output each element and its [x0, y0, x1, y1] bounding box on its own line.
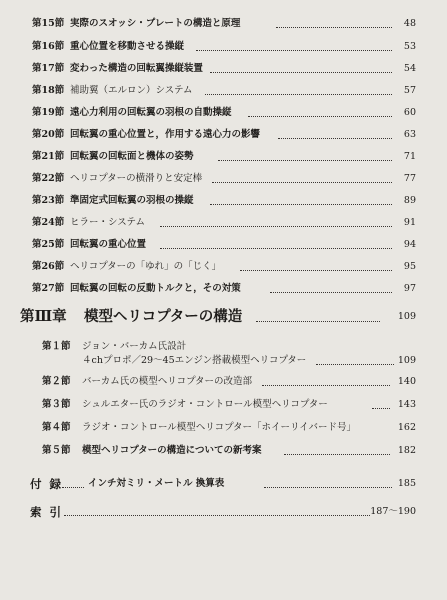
dot-leader [264, 487, 392, 488]
section-title: 回転翼の重心位置 [70, 239, 147, 250]
section-number: 第23節 [32, 195, 65, 206]
page-number: 187〜190 [370, 506, 416, 517]
toc-entry [0, 281, 447, 297]
toc-entry [0, 443, 447, 459]
chapter-entry [0, 306, 447, 328]
dot-leader [316, 364, 394, 365]
page-number: 63 [403, 129, 416, 140]
page-number: 60 [403, 107, 416, 118]
toc-entry [0, 420, 447, 436]
appendix-title: インチ対ミリ・メートル 換算表 [88, 478, 225, 489]
toc-entry [0, 215, 447, 231]
section-number: 第１節 [42, 341, 71, 352]
section-title: 模型ヘリコプターの構造についての新考案 [82, 445, 262, 456]
page-number: 94 [403, 239, 416, 250]
page-number: 95 [403, 261, 416, 272]
section-number: 第20節 [32, 129, 65, 140]
section-number: 第25節 [32, 239, 65, 250]
section-number: 第24節 [32, 217, 65, 228]
section-number: 第21節 [32, 151, 65, 162]
section-title: 変わった構造の回転翼操縦装置 [70, 63, 203, 74]
section-title: ジョン・バーカム氏設計 [82, 341, 187, 352]
page-number: 54 [403, 63, 416, 74]
toc-entry [0, 149, 447, 165]
section-title: 遠心力利用の回転翼の羽根の自動操縦 [70, 107, 232, 118]
section-title: バーカム氏の模型ヘリコプターの改造部 [82, 376, 252, 387]
page-number: 57 [403, 85, 416, 96]
dot-leader [210, 72, 392, 73]
dot-leader [160, 248, 392, 249]
section-number: 第３節 [42, 399, 71, 410]
toc-entry-continued [0, 353, 447, 369]
dot-leader [196, 50, 392, 51]
dot-leader [248, 116, 392, 117]
appendix-entry [0, 476, 447, 492]
section-title: 回転翼の回転の反動トルクと，その対策 [70, 283, 241, 294]
section-title: 回転翼の重心位置と，作用する遠心力の影響 [70, 129, 261, 140]
section-title: 準固定式回転翼の羽根の操縦 [70, 195, 194, 206]
page-number: 182 [397, 445, 416, 456]
appendix-label: 付録 [30, 477, 69, 491]
dot-leader [262, 385, 390, 386]
dot-leader [212, 182, 392, 183]
dot-leader [276, 27, 392, 28]
dot-leader [270, 292, 392, 293]
section-title: ヒラー・システム [70, 217, 146, 228]
section-title: 回転翼の回転面と機体の姿勢 [70, 151, 194, 162]
section-number: 第19節 [32, 107, 65, 118]
page-number: 89 [403, 195, 416, 206]
section-number: 第18節 [32, 85, 65, 96]
page-number: 53 [403, 41, 416, 52]
dot-leader [62, 487, 84, 488]
section-number: 第５節 [42, 445, 71, 456]
toc-entry [0, 259, 447, 275]
section-title: ヘリコプターの横滑りと安定棒 [70, 173, 203, 184]
dot-leader [256, 321, 380, 322]
section-number: 第４節 [42, 422, 71, 433]
dot-leader [205, 94, 392, 95]
section-number: 第16節 [32, 41, 65, 52]
dot-leader [278, 138, 392, 139]
index-entry [0, 504, 447, 520]
toc-entry [0, 83, 447, 99]
page-number: 71 [403, 151, 416, 162]
page-number: 140 [397, 376, 416, 387]
page-number: 162 [397, 422, 416, 433]
section-title: 重心位置を移動させる操縦 [70, 41, 185, 52]
toc-entry [0, 193, 447, 209]
section-title: シュルエター氏のラジオ・コントロール模型ヘリコプター [82, 399, 328, 410]
section-number: 第26節 [32, 261, 65, 272]
page-number: 97 [403, 283, 416, 294]
toc-entry [0, 39, 447, 55]
dot-leader [218, 160, 392, 161]
index-label: 索引 [30, 505, 69, 519]
toc-entry [0, 105, 447, 121]
section-title: 実際のスオッシ・プレートの構造と原理 [70, 18, 241, 29]
page-number: 109 [397, 311, 416, 322]
section-number: 第17節 [32, 63, 65, 74]
page-number: 143 [397, 399, 416, 410]
section-number: 第15節 [32, 18, 65, 29]
dot-leader [372, 408, 390, 409]
dot-leader [240, 270, 392, 271]
section-title: 補助翼（エルロン）システム [70, 85, 193, 96]
page-number: 91 [403, 217, 416, 228]
dot-leader [160, 226, 392, 227]
toc-entry [0, 374, 447, 390]
dot-leader [284, 454, 390, 455]
dot-leader [210, 204, 392, 205]
section-title: ヘリコプターの「ゆれ」の「じく」 [70, 261, 222, 272]
section-number: 第２節 [42, 376, 71, 387]
section-number: 第22節 [32, 173, 65, 184]
toc-entry [0, 237, 447, 253]
page-number: 109 [397, 355, 416, 366]
dot-leader [64, 515, 370, 516]
section-title-line2: ４chプロポ／29〜45エンジン搭載模型ヘリコプター [82, 355, 307, 366]
page-number: 185 [397, 478, 416, 489]
toc-entry [0, 171, 447, 187]
page-number: 48 [403, 18, 416, 29]
toc-entry [0, 127, 447, 143]
section-title: ラジオ・コントロール模型ヘリコプター「ホイーリイバード号」 [82, 422, 356, 433]
toc-entry [0, 61, 447, 77]
chapter-title: 模型ヘリコプターの構造 [84, 308, 243, 325]
toc-entry [0, 16, 447, 32]
section-number: 第27節 [32, 283, 65, 294]
toc-entry [0, 397, 447, 413]
chapter-number: 第Ⅲ章 [20, 308, 67, 325]
page-number: 77 [403, 173, 416, 184]
